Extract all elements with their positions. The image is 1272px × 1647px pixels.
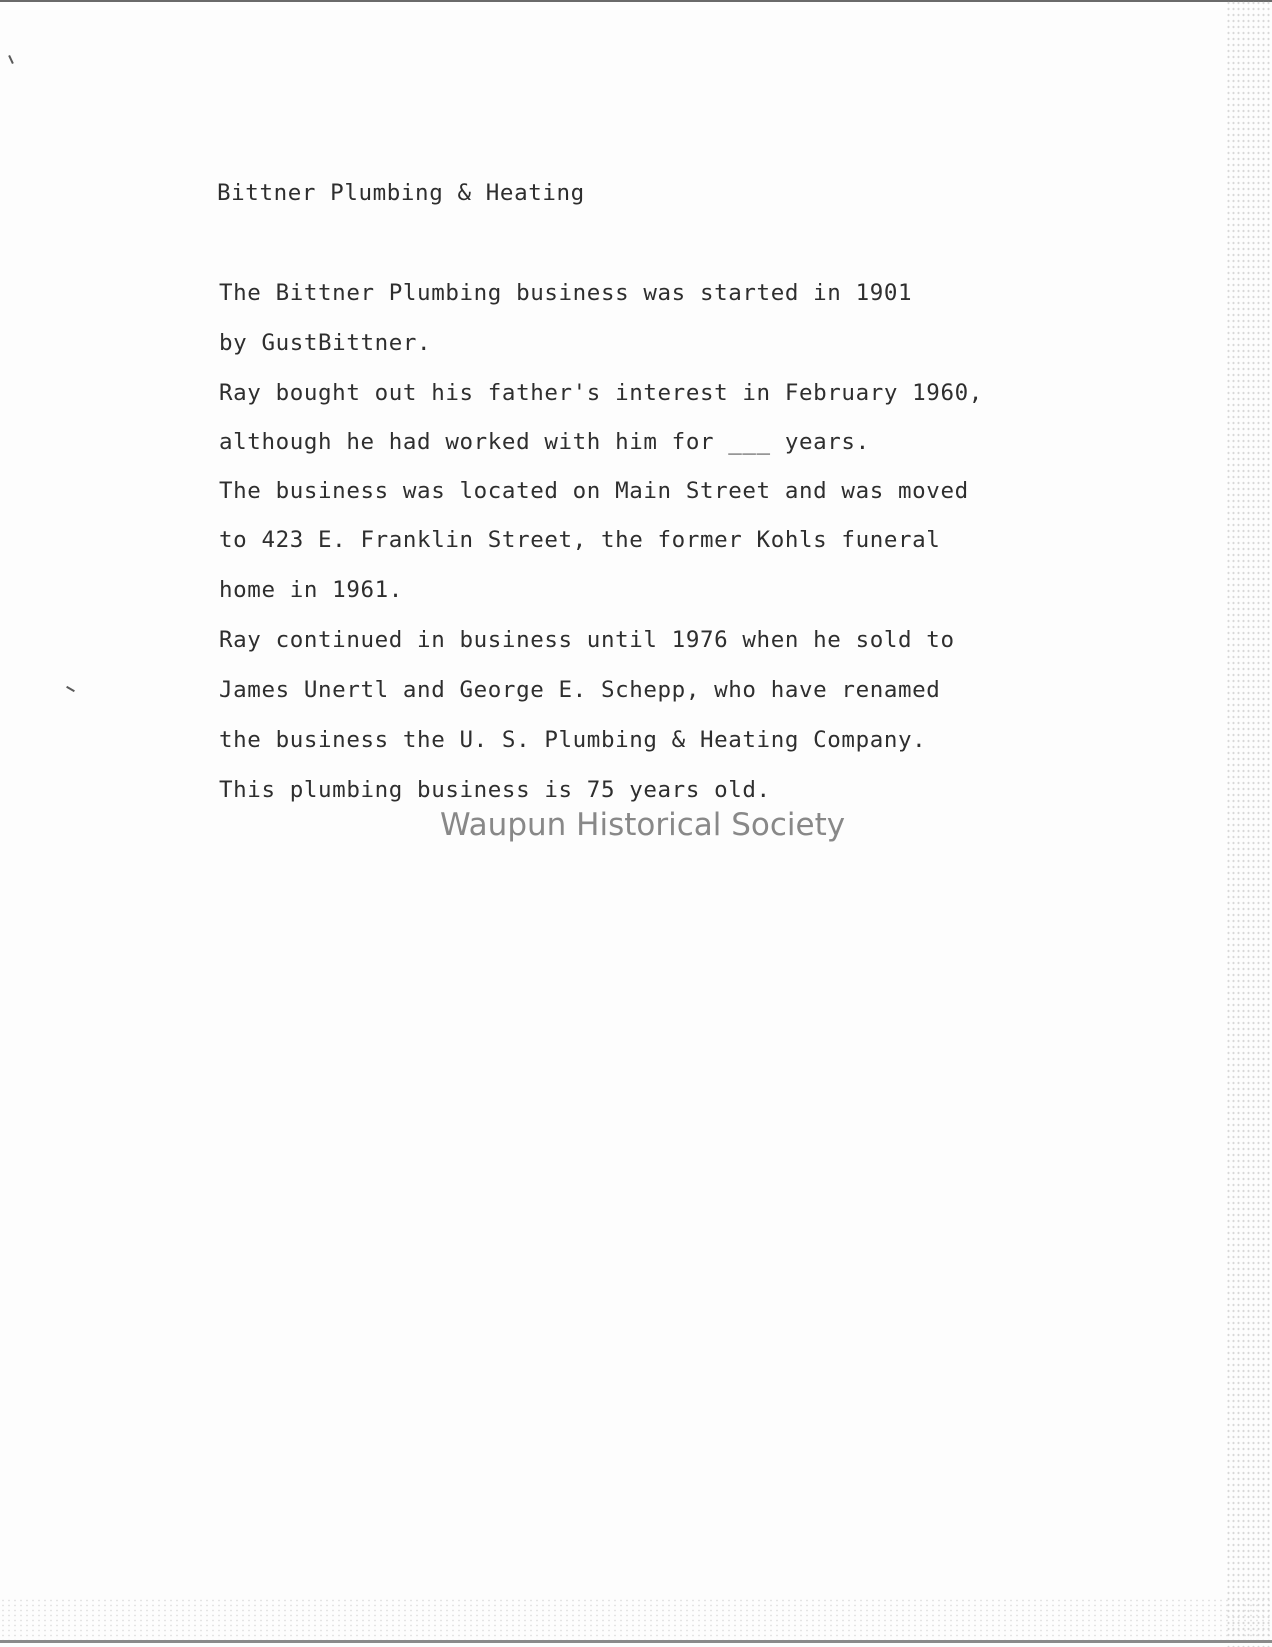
body-line: the business the U. S. Plumbing & Heating Company. [219, 727, 927, 753]
scan-noise-bottom [0, 1598, 1272, 1640]
scan-mark [66, 686, 75, 692]
scan-noise-right [1226, 0, 1272, 1647]
body-line: by GustBittner. [219, 330, 432, 356]
top-edge-rule [0, 0, 1272, 2]
document-title: Bittner Plumbing & Heating [217, 180, 585, 206]
scan-mark [8, 55, 14, 64]
body-line: James Unertl and George E. Schepp, who have renamed [219, 677, 941, 703]
body-line: This plumbing business is 75 years old. [219, 777, 771, 803]
body-line: Ray continued in business until 1976 when he sold to [219, 627, 955, 653]
body-line: The business was located on Main Street and was moved [219, 478, 969, 504]
body-line: Ray bought out his father's interest in February 1960, [219, 380, 983, 406]
body-line: home in 1961. [219, 577, 403, 603]
body-line: The Bittner Plumbing business was started in 1901 [219, 280, 913, 306]
body-line: to 423 E. Franklin Street, the former Kohls funeral [219, 527, 941, 553]
watermark-text: Waupun Historical Society [440, 807, 846, 843]
bottom-edge-rule [0, 1640, 1272, 1643]
body-line: although he had worked with him for ___ years. [219, 429, 870, 455]
